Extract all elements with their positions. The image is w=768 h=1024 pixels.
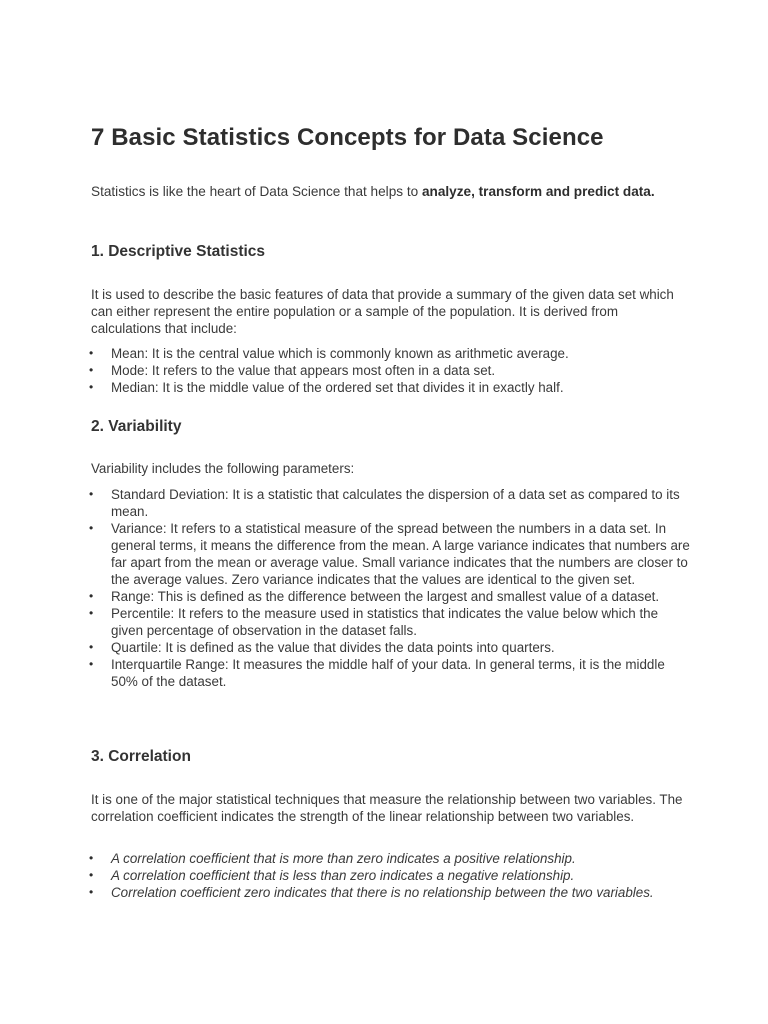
list-item: • Variance: It refers to a statistical measure of the spread between the numbers in a data set. In general terms, it means the difference from the mean. A large variance indicates that numbers are far apart from the mean or average value. Small variance indicates that the numbers are closer to the average values. Zero variance indicates that the values are identical to the given set.: [91, 520, 691, 588]
list-item: • Range: This is defined as the difference between the largest and smallest value of a dataset.: [91, 588, 691, 605]
section-heading-correlation: 3. Correlation: [91, 748, 191, 765]
intro-bold-text: analyze, transform and predict data.: [421, 184, 655, 199]
list-item: • Correlation coefficient zero indicates that there is no relationship between the two variables.: [91, 884, 691, 901]
intro-paragraph: [91, 182, 691, 202]
list-item: • Mean: It is the central value which is commonly known as arithmetic average.: [91, 345, 691, 362]
section-heading-descriptive-statistics: 1. Descriptive Statistics: [91, 243, 266, 260]
section-paragraph-descriptive-statistics: It is used to describe the basic features of data that provide a summary of the given data set which can either represent the entire population or a sample of the population. It is derived from calculations that include:: [91, 287, 674, 336]
list-item: • Standard Deviation: It is a statistic that calculates the dispersion of a data set as compared to its mean.: [91, 486, 691, 520]
intro-text: Statistics is like the heart of Data Science that helps to: [91, 184, 422, 199]
list-correlation: [91, 850, 691, 901]
list-descriptive-statistics: [91, 345, 691, 396]
list-item: • A correlation coefficient that is more than zero indicates a positive relationship.: [91, 850, 691, 867]
list-item: • Quartile: It is defined as the value that divides the data points into quarters.: [91, 639, 691, 656]
list-variability: [91, 486, 691, 690]
section-paragraph-correlation: It is one of the major statistical techniques that measure the relationship between two variables. The correlation coefficient indicates the strength of the linear relationship between two variables.: [91, 792, 683, 824]
section-paragraph-variability: Variability includes the following parameters:: [91, 461, 355, 476]
page-title: 7 Basic Statistics Concepts for Data Science: [91, 124, 604, 151]
list-item: • Mode: It refers to the value that appears most often in a data set.: [91, 362, 691, 379]
list-item: • Interquartile Range: It measures the middle half of your data. In general terms, it is the middle 50% of the dataset.: [91, 656, 691, 690]
list-item: • Median: It is the middle value of the ordered set that divides it in exactly half.: [91, 379, 691, 396]
section-heading-variability: 2. Variability: [91, 418, 182, 435]
list-item: • Percentile: It refers to the measure used in statistics that indicates the value below which the given percentage of observation in the dataset falls.: [91, 605, 691, 639]
list-item: • A correlation coefficient that is less than zero indicates a negative relationship.: [91, 867, 691, 884]
